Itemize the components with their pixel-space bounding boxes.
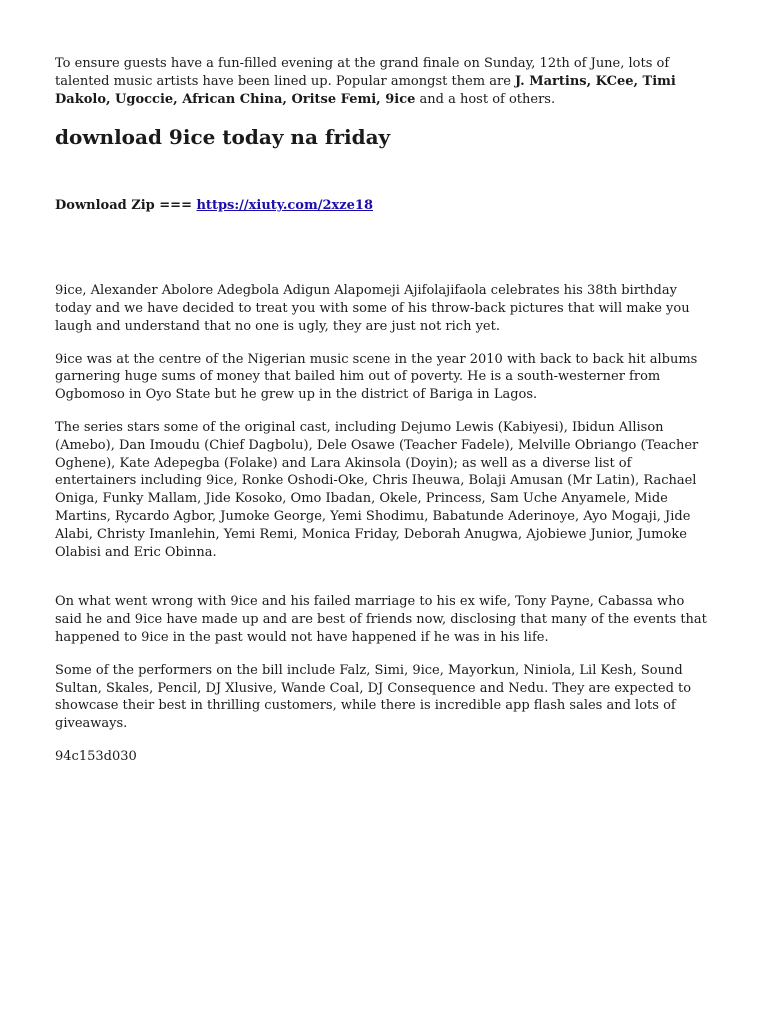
paragraph-birthday: 9ice, Alexander Abolore Adegbola Adigun Alapomeji Ajifolajifaola celebrates his 38th birthday today and we have decided to treat you with some of his throw-back pictures that will make you laugh and understand that no one is ugly, they are just not rich yet. bbox=[55, 283, 690, 334]
intro-paragraph bbox=[55, 55, 715, 108]
paragraph-performers: Some of the performers on the bill include Falz, Simi, 9ice, Mayorkun, Niniola, Lil Kesh, Sound Sultan, Skales, Pencil, DJ Xlusive, Wande Coal, DJ Consequence and Nedu. They are expected to showcase their best in thrilling customers, while there is incredible app flash sales and lots of giveaways. bbox=[55, 662, 692, 732]
page-heading: download 9ice today na friday bbox=[55, 125, 391, 150]
intro-text-before: To ensure guests have a fun-filled evening at the grand finale on Sunday, 12th of June, lots of talented music artists have been lined up. Popular amongst them are bbox=[55, 56, 670, 89]
intro-artist-names: J. Martins, KCee, Timi Dakolo, Ugoccie, African China, Oritse Femi, 9ice bbox=[55, 73, 676, 107]
download-line bbox=[55, 197, 715, 215]
download-link[interactable]: https://xiuty.com/2xze18 bbox=[196, 198, 374, 214]
hash-code: 94c153d030 bbox=[55, 748, 137, 764]
download-label: Download Zip === bbox=[55, 198, 197, 214]
document-page bbox=[55, 55, 715, 781]
paragraph-cast: The series stars some of the original cast, including Dejumo Lewis (Kabiyesi), Ibidun Allison (Amebo), Dan Imoudu (Chief Dagbolu), Dele Osawe (Teacher Fadele), Melville Obriango (Teacher Oghene), Kate Adepegba (Folake) and Lara Akinsola (Doyin); as well as a diverse list of entertainers including 9ice, Ronke Oshodi-Oke, Chris Iheuwa, Bolaji Amusan (Mr Latin), Rachael Oniga, Funky Mallam, Jide Kosoko, Omo Ibadan, Okele, Princess, Sam Uche Anyamele, Mide Martins, Rycardo Agbor, Jumoke George, Yemi Shodimu, Babatunde Aderinoye, Ayo Mogaji, Jide Alabi, Christy Imanlehin, Yemi Remi, Monica Friday, Deborah Anugwa, Ajobiewe Junior, Jumoke Olabisi and Eric Obinna. bbox=[55, 419, 699, 560]
paragraph-career: 9ice was at the centre of the Nigerian music scene in the year 2010 with back to back hit albums garnering huge sums of money that bailed him out of poverty. He is a south-westerner from Ogbomoso in Oyo State but he grew up in the district of Bariga in Lagos. bbox=[55, 351, 698, 403]
intro-text-after: and a host of others. bbox=[415, 91, 556, 107]
paragraph-marriage: On what went wrong with 9ice and his failed marriage to his ex wife, Tony Payne, Cabassa who said he and 9ice have made up and are best of friends now, disclosing that many of the events that happened to 9ice in the past would not have happened if he was in his life. bbox=[55, 594, 707, 645]
